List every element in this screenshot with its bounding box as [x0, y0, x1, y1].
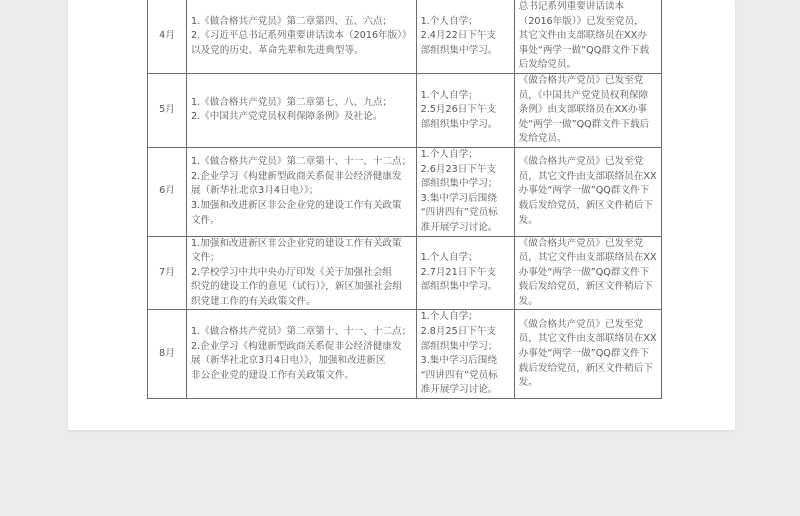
method-line: 3.集中学习后围绕 — [420, 192, 497, 204]
method-line: 部组织集中学习。 — [420, 281, 498, 293]
method-line: 准开展学习讨论。 — [420, 384, 498, 396]
materials-line: 《做合格共产党员》已发至党 — [518, 156, 644, 168]
content-line: 1.《做合格共产党员》第二章第十、十一、十二点； — [191, 326, 412, 338]
method-line: 2.4月22日下午支 — [420, 30, 497, 42]
materials-cell — [514, 0, 661, 73]
materials-line: 发。 — [518, 295, 538, 307]
content-line: 2.学校学习中共中央办厅印发《关于加强社会组 — [191, 266, 393, 278]
materials-line: 载后发给党员，新区文件稍后下 — [518, 200, 653, 212]
materials-line: 发。 — [518, 214, 538, 226]
content-line: 展（新华社北京3月4日电）》，加强和改进新区 — [191, 355, 386, 367]
content-line: 2.《中国共产党党员权利保障条例》及社论。 — [191, 111, 383, 123]
materials-line: 员，《中国共产党党员权利保障 — [518, 89, 649, 101]
content-line: 1.《做合格共产党员》第二章第四、五、六点； — [191, 15, 393, 27]
materials-line: 《做合格共产党员》已发至党 — [518, 237, 644, 249]
content-line: 文件； — [191, 252, 220, 264]
method-line: 1.个人自学； — [420, 15, 478, 27]
content-line: 1.《做合格共产党员》第二章第七、八、九点； — [191, 96, 393, 108]
table-row — [148, 73, 662, 147]
document-page — [68, 0, 735, 430]
materials-line: 办事处“两学一做”QQ群文件下 — [518, 185, 650, 197]
materials-line: 条例》由支部联络员在XX办事 — [518, 104, 647, 116]
method-line: 2.5月26日下午支 — [420, 104, 497, 116]
table-row — [148, 310, 662, 399]
materials-line: 发。 — [518, 377, 538, 389]
content-line: 织党建工作的有关政策文件。 — [191, 295, 316, 307]
materials-line: 办事处“两学一做”QQ群文件下 — [518, 266, 650, 278]
materials-cell — [514, 236, 661, 310]
materials-cell — [514, 73, 661, 147]
content-line: 1.加强和改进新区非公企业党的建设工作有关政策 — [191, 237, 402, 249]
method-line: 部组织集中学习； — [420, 340, 498, 352]
month-cell: 4月 — [148, 0, 187, 73]
month-cell: 7月 — [148, 236, 187, 310]
content-line: 2.《习近平总书记系列重要讲话读本（2016年版）》 — [191, 30, 412, 42]
method-line: 1.个人自学； — [420, 148, 478, 160]
content-line: 2.企业学习《构建新型政商关系促非公经济健康发 — [191, 170, 402, 182]
materials-line: 《做合格共产党员》已发至党 — [518, 318, 644, 330]
method-line: 1.个人自学； — [420, 89, 478, 101]
materials-line: 载后发给党员，新区文件稍后下 — [518, 281, 653, 293]
method-line: 部组织集中学习。 — [420, 118, 498, 130]
method-line: 3.集中学习后围绕 — [420, 355, 497, 367]
table-row — [148, 147, 662, 236]
materials-line: 《做合格共产党员》已发至党 — [518, 74, 644, 86]
materials-line: 其它文件由支部联络员在XX办 — [518, 30, 647, 42]
materials-line: 事处“两学一做”QQ群文件下载 — [518, 44, 650, 56]
method-line: 2.8月25日下午支 — [420, 326, 497, 338]
materials-line: 员，其它文件由支部联络员在XX — [518, 333, 657, 345]
materials-line: 总书记系列重要讲话读本 — [518, 1, 625, 12]
materials-line: 后发给党员。 — [518, 59, 577, 71]
materials-line: 处“两学一做”QQ群文件下载后 — [518, 118, 650, 130]
method-line: 部组织集中学习。 — [420, 44, 498, 56]
content-line: 文件。 — [191, 214, 220, 226]
materials-line: 载后发给党员，新区文件稍后下 — [518, 362, 653, 374]
content-line: 以及党的历史、革命先辈和先进典型等。 — [191, 44, 364, 56]
content-cell — [187, 310, 417, 399]
method-line: 2.7月21日下午支 — [420, 266, 497, 278]
content-line: 织党的建设工作的意见（试行）》，新区加强社会组 — [191, 281, 403, 293]
method-line: 2.6月23日下午支 — [420, 163, 497, 175]
content-line: 非公企业党的建设工作有关政策文件。 — [191, 369, 355, 381]
method-line: 1.个人自学； — [420, 252, 478, 264]
method-cell — [416, 236, 514, 310]
content-line: 1.《做合格共产党员》第二章第十、十一、十二点； — [191, 156, 412, 168]
materials-cell — [514, 310, 661, 399]
materials-cell — [514, 147, 661, 236]
month-cell: 8月 — [148, 310, 187, 399]
table-row — [148, 0, 662, 73]
method-line: “四讲四有”党员标 — [420, 369, 498, 381]
content-line: 2.企业学习《构建新型政商关系促非公经济健康发 — [191, 340, 402, 352]
method-line: “四讲四有”党员标 — [420, 207, 498, 219]
study-plan-table — [147, 0, 662, 399]
content-line: 展（新华社北京3月4日电）》； — [191, 185, 319, 197]
method-line: 1.个人自学； — [420, 311, 478, 323]
content-line: 3.加强和改进新区非公企业党的建设工作有关政策 — [191, 200, 402, 212]
method-line: 准开展学习讨论。 — [420, 221, 498, 233]
materials-line: 员，其它文件由支部联络员在XX — [518, 252, 657, 264]
materials-line: 发给党员。 — [518, 133, 567, 145]
method-cell — [416, 147, 514, 236]
method-cell — [416, 73, 514, 147]
materials-line: 员，其它文件由支部联络员在XX — [518, 170, 657, 182]
content-cell — [187, 236, 417, 310]
materials-line: （2016年版）》已发至党员， — [518, 15, 644, 27]
content-cell — [187, 147, 417, 236]
materials-line: 办事处“两学一做”QQ群文件下 — [518, 347, 650, 359]
month-cell: 6月 — [148, 147, 187, 236]
method-cell — [416, 0, 514, 73]
method-cell — [416, 310, 514, 399]
table-row — [148, 236, 662, 310]
content-cell — [187, 0, 417, 73]
month-cell: 5月 — [148, 73, 187, 147]
method-line: 部组织集中学习； — [420, 178, 498, 190]
content-cell — [187, 73, 417, 147]
